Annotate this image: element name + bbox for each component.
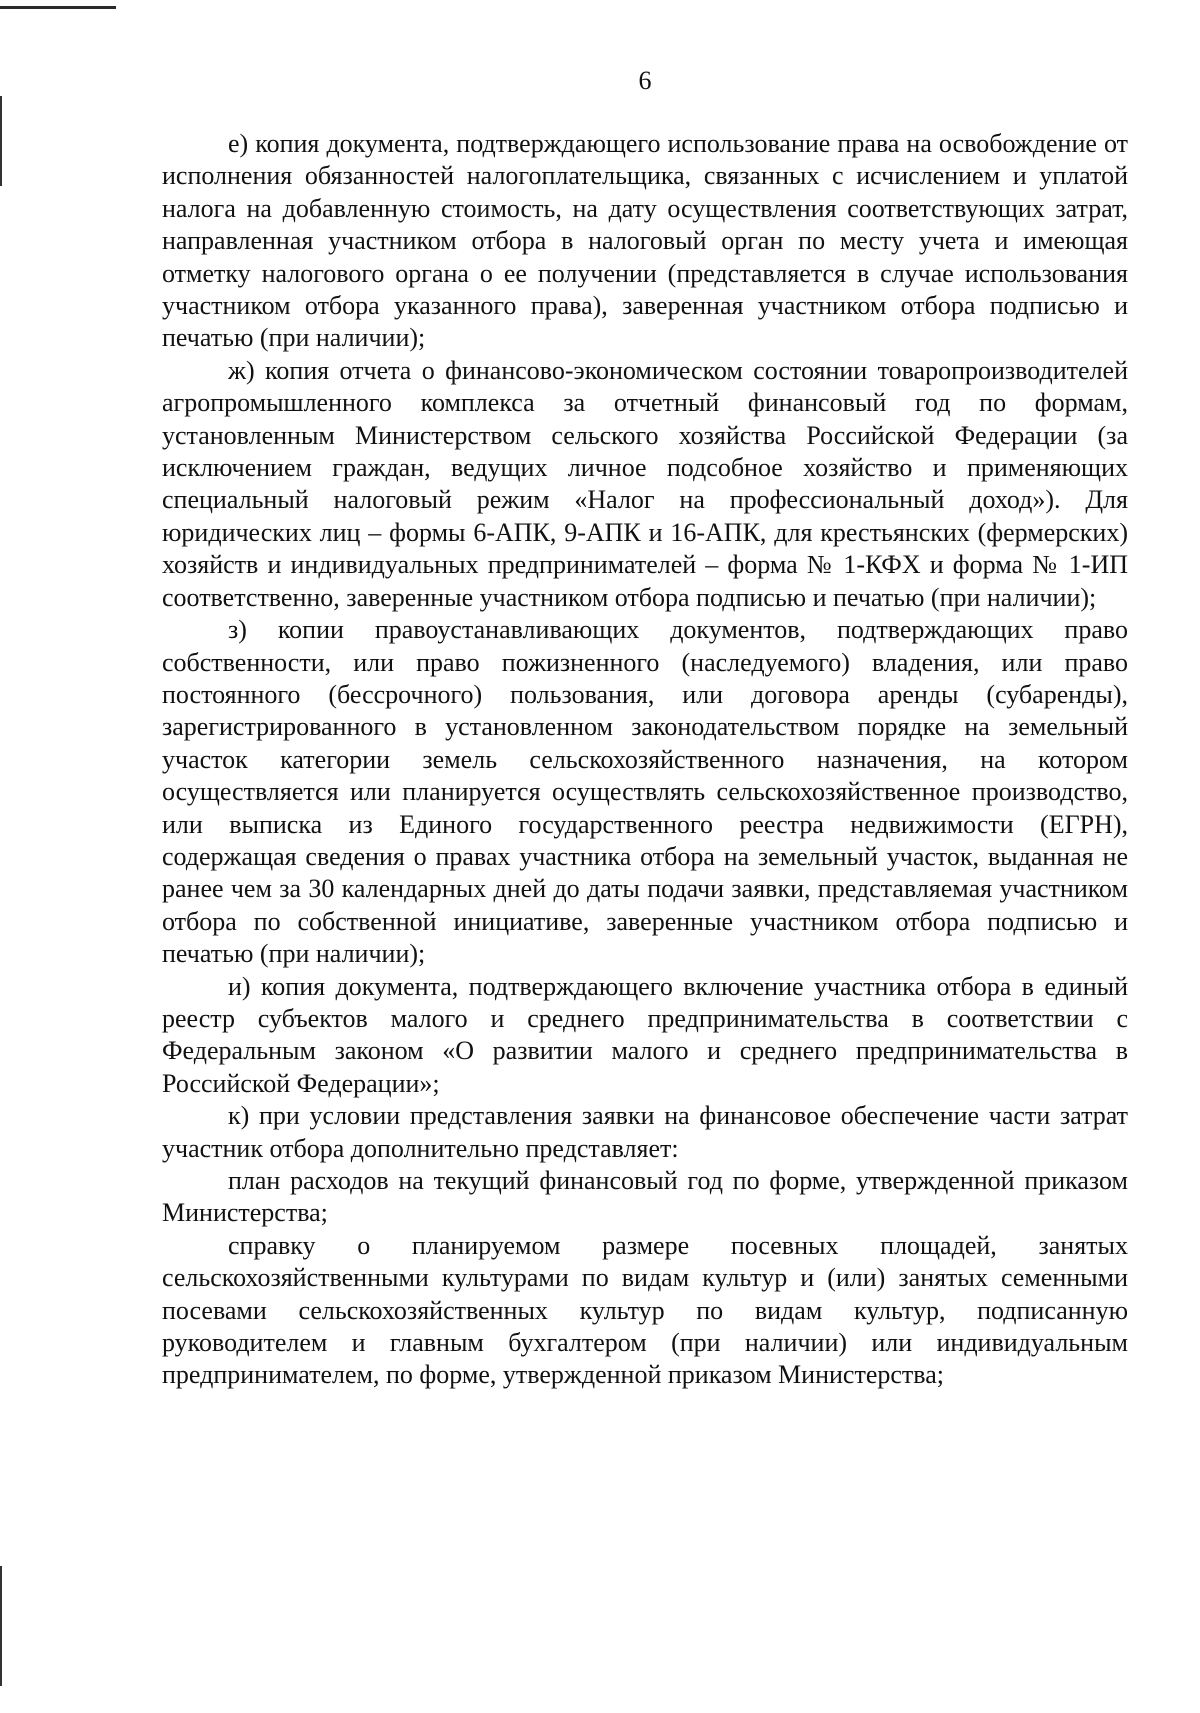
document-body [162, 128, 1128, 1392]
scan-edge-mark-left-upper [0, 96, 2, 186]
paragraph-i: и) копия документа, подтверждающего включение участника отбора в единый реестр субъектов малого и среднего предпринимательства в соответствии с Федеральным законом «О развитии малого и среднего предпринимательства в Российской Федерации»; [162, 971, 1128, 1098]
paragraph-k-spravka: справку о планируемом размере посевных площадей, занятых сельскохозяйственными культурами по видам культур и (или) занятых семенными посевами сельскохозяйственных культур по видам культур, подписанную руководителем и главным бухгалтером (при наличии) или индивидуальным предпринимателем, по форме, утвержденной приказом Министерства; [162, 1230, 1128, 1390]
paragraph-zh: ж) копия отчета о финансово-экономическом состоянии товаропроизводителей агропромышленного комплекса за отчетный финансовый год по формам, установленным Министерством сельского хозяйства Российской Федерации (за исключением граждан, ведущих личное подсобное хозяйство и применяющих специальный налоговый режим «Налог на профессиональный доход»). Для юридических лиц – формы 6-АПК, 9-АПК и 16-АПК, для крестьянских (фермерских) хозяйств и индивидуальных предпринимателей – форма № 1-КФХ и форма № 1-ИП соответственно, заверенные участником отбора подписью и печатью (при наличии); [162, 355, 1128, 612]
scan-edge-mark-top [0, 6, 116, 9]
paragraph-e: е) копия документа, подтверждающего использование права на освобождение от исполнения обязанностей налогоплательщика, связанных с исчислением и уплатой налога на добавленную стоимость, на дату осуществления соответствующих затрат, направленная участником отбора в налоговый орган по месту учета и имеющая отметку налогового органа о ее получении (представляется в случае использования участником отбора указанного права), заверенная участником отбора подписью и печатью (при наличии); [162, 129, 1128, 353]
paragraph-k: к) при условии представления заявки на финансовое обеспечение части затрат участник отбора дополнительно представляет: [162, 1101, 1128, 1163]
paragraph-k-plan: план расходов на текущий финансовый год по форме, утвержденной приказом Министерства; [162, 1166, 1128, 1228]
page-number: 6 [638, 66, 652, 95]
paragraph-z: з) копии правоустанавливающих документов, подтверждающих право собственности, или право пожизненного (наследуемого) владения, или право постоянного (бессрочного) пользования, или договора аренды (субаренды), зарегистрированного в установленном законодательством порядке на земельный участок категории земель сельскохозяйственного назначения, на котором осуществляется или планируется осуществлять сельскохозяйственное производство, или выписка из Единого государственного реестра недвижимости (ЕГРН), содержащая сведения о правах участника отбора на земельный участок, выданная не ранее чем за 30 календарных дней до даты подачи заявки, представляемая участником отбора по собственной инициативе, заверенные участником отбора подписью и печатью (при наличии); [162, 615, 1128, 969]
scan-edge-mark-left-lower [0, 1566, 2, 1686]
